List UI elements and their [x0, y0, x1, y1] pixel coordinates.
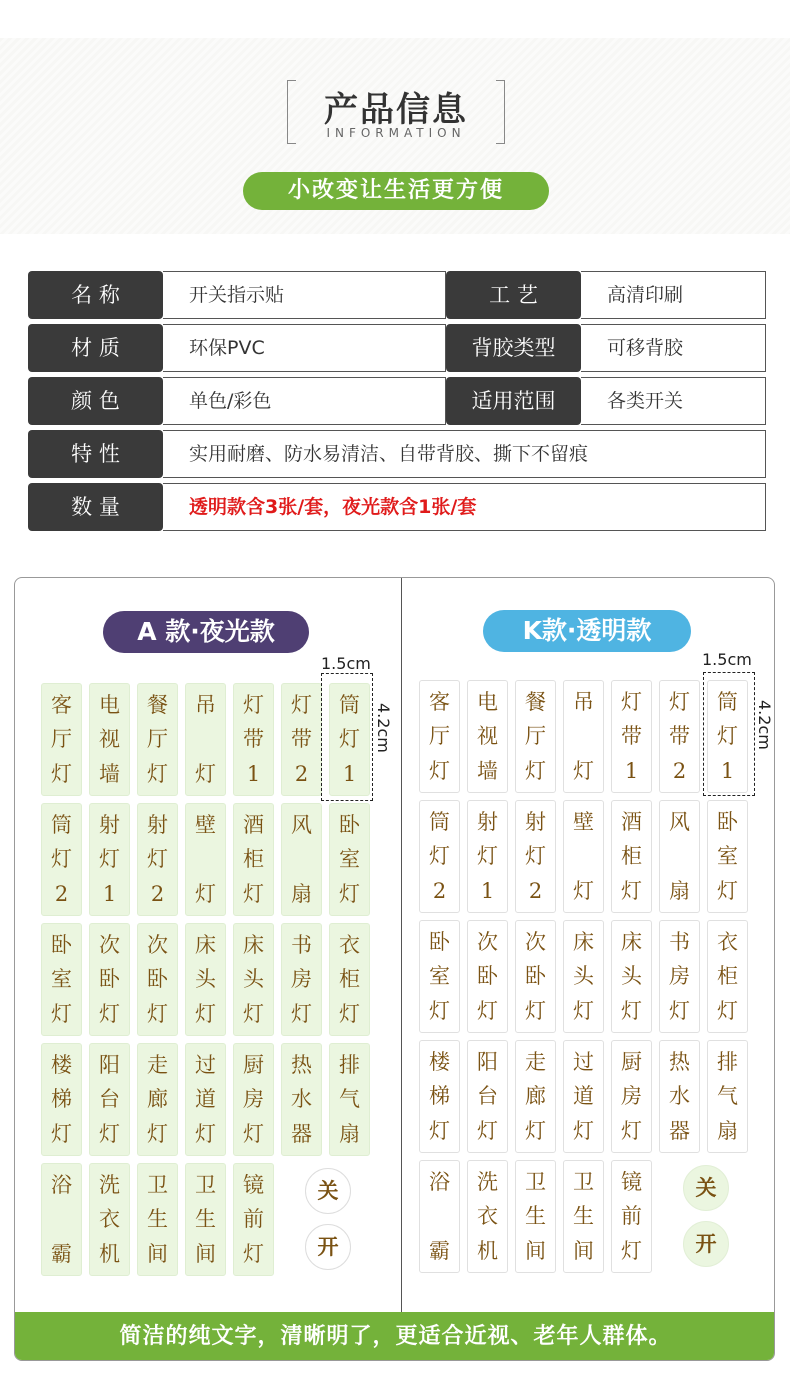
spec-label-craft: 工 艺 [446, 271, 581, 319]
spec-label-color: 颜 色 [28, 377, 163, 425]
sticker-char: 道 [195, 1087, 216, 1112]
sticker-label [281, 923, 322, 1036]
sticker-char: 书 [291, 933, 312, 958]
sticker-char: 灯 [243, 1121, 264, 1146]
sticker-char: 电 [99, 693, 120, 718]
spec-row-name [28, 271, 766, 319]
sticker-label [41, 1163, 82, 1276]
sticker-char: 灯 [429, 844, 450, 869]
sticker-char: 卧 [51, 933, 72, 958]
sticker-char: 灯 [147, 847, 168, 872]
size-outline-a [321, 673, 373, 801]
sticker-label [611, 920, 652, 1033]
sticker-char: 灯 [429, 998, 450, 1023]
sticker-char: 电 [477, 690, 498, 715]
sticker-label [89, 683, 130, 796]
sticker-label [563, 1040, 604, 1153]
sticker-char: 灯 [525, 844, 546, 869]
sticker-label [281, 683, 322, 796]
sticker-char: 间 [573, 1238, 594, 1263]
sticker-char: 床 [243, 933, 264, 958]
sticker-char: 吊 [195, 693, 216, 718]
sticker-label [233, 683, 274, 796]
sticker-char: 灯 [429, 758, 450, 783]
sticker-char: 灯 [51, 1001, 72, 1026]
sticker-char: 房 [243, 1087, 264, 1112]
sticker-char: 筒 [717, 690, 738, 715]
sticker-char: 灯 [573, 1118, 594, 1143]
sticker-char: 热 [291, 1053, 312, 1078]
sticker-char: 灯 [717, 878, 738, 903]
sticker-char: 灯 [669, 690, 690, 715]
spec-label-material: 材 质 [28, 324, 163, 372]
spec-row-material [28, 324, 766, 372]
sticker-char: 2 [150, 881, 165, 906]
sticker-char: 气 [339, 1087, 360, 1112]
sticker-char: 带 [621, 724, 642, 749]
sticker-char: 1 [480, 878, 495, 903]
sticker-char: 霸 [51, 1241, 72, 1266]
sticker-char: 灯 [243, 693, 264, 718]
sticker-char: 灯 [339, 881, 360, 906]
sticker-char: 床 [573, 930, 594, 955]
sticker-char: 头 [243, 967, 264, 992]
sticker-label [185, 683, 226, 796]
sticker-char: 酒 [621, 810, 642, 835]
sticker-label [659, 1040, 700, 1153]
sticker-char: 灯 [195, 1121, 216, 1146]
sticker-label [467, 1160, 508, 1273]
sticker-char: 卫 [525, 1170, 546, 1195]
sticker-char: 灯 [717, 998, 738, 1023]
spec-row-quantity [28, 483, 766, 531]
sticker-char: 吊 [573, 690, 594, 715]
sticker-char: 衣 [339, 933, 360, 958]
spec-value-feature: 实用耐磨、防水易清洁、自带背胶、撕下不留痕 [163, 430, 766, 478]
sticker-char: 头 [621, 964, 642, 989]
sticker-char: 卫 [573, 1170, 594, 1195]
sticker-label [659, 920, 700, 1033]
sticker-label [563, 1160, 604, 1273]
sticker-char: 1 [342, 761, 357, 786]
sticker-char: 灯 [99, 847, 120, 872]
sticker-char: 灯 [51, 1121, 72, 1146]
sticker-label [41, 683, 82, 796]
sticker-char: 灯 [573, 998, 594, 1023]
spec-row-feature [28, 430, 766, 478]
sticker-char: 卧 [525, 964, 546, 989]
sticker-label [329, 923, 370, 1036]
sticker-char: 灯 [621, 1118, 642, 1143]
sticker-char: 排 [717, 1050, 738, 1075]
sticker-char: 灯 [477, 844, 498, 869]
sticker-char: 生 [147, 1207, 168, 1232]
spec-value-color: 单色/彩色 [163, 377, 446, 425]
sticker-label [41, 1043, 82, 1156]
sticker-char: 头 [573, 964, 594, 989]
sticker-char: 次 [525, 930, 546, 955]
sticker-char: 次 [477, 930, 498, 955]
sticker-char: 卧 [429, 930, 450, 955]
spec-label-scope: 适用范围 [446, 377, 581, 425]
sticker-char: 扇 [291, 881, 312, 906]
sticker-char: 衣 [477, 1204, 498, 1229]
sticker-label [611, 1040, 652, 1153]
panel-divider [401, 578, 402, 1312]
spec-value-name: 开关指示贴 [163, 271, 446, 319]
sticker-char: 柜 [243, 847, 264, 872]
sticker-char: 客 [51, 693, 72, 718]
sticker-char: 灯 [525, 758, 546, 783]
sticker-char: 灯 [477, 998, 498, 1023]
sticker-char: 柜 [717, 964, 738, 989]
sticker-char: 2 [294, 761, 309, 786]
sticker-char: 廊 [147, 1087, 168, 1112]
sticker-char: 带 [669, 724, 690, 749]
sticker-char: 过 [195, 1053, 216, 1078]
sticker-char: 阳 [477, 1050, 498, 1075]
sticker-char: 浴 [51, 1173, 72, 1198]
sticker-label [137, 923, 178, 1036]
sticker-label [419, 680, 460, 793]
sticker-char: 室 [339, 847, 360, 872]
sticker-char: 灯 [291, 693, 312, 718]
clear-sticker-grid [419, 680, 749, 1280]
sticker-label [137, 1163, 178, 1276]
sticker-char: 室 [717, 844, 738, 869]
sticker-char: 卫 [147, 1173, 168, 1198]
sticker-label [515, 680, 556, 793]
title-box [287, 80, 505, 142]
sticker-char: 灯 [573, 758, 594, 783]
on-circle-sticker: 开 [683, 1221, 729, 1267]
sticker-char: 壁 [573, 810, 594, 835]
page-title: 产品信息 [324, 90, 468, 130]
sticker-char: 卧 [477, 964, 498, 989]
spec-value-adhesive: 可移背胶 [581, 324, 766, 372]
sticker-label [467, 800, 508, 913]
sticker-char: 水 [669, 1084, 690, 1109]
spec-value-material: 环保PVC [163, 324, 446, 372]
sticker-label [329, 803, 370, 916]
spec-label-feature: 特 性 [28, 430, 163, 478]
sticker-char: 阳 [99, 1053, 120, 1078]
sticker-label [185, 803, 226, 916]
sticker-char: 灯 [621, 690, 642, 715]
sticker-char: 廊 [525, 1084, 546, 1109]
sticker-label [185, 1043, 226, 1156]
on-circle-sticker: 开 [305, 1224, 351, 1270]
sticker-char: 灯 [99, 1121, 120, 1146]
sticker-label [89, 923, 130, 1036]
sticker-char: 射 [525, 810, 546, 835]
sticker-char: 室 [51, 967, 72, 992]
height-dimension-k: 4.2cm [755, 700, 774, 750]
sticker-char: 灯 [477, 1118, 498, 1143]
sticker-char: 器 [291, 1121, 312, 1146]
sticker-char: 镜 [243, 1173, 264, 1198]
sticker-label [233, 1043, 274, 1156]
sticker-char: 道 [573, 1084, 594, 1109]
sticker-char: 浴 [429, 1170, 450, 1195]
sticker-char: 筒 [339, 693, 360, 718]
sticker-char: 房 [291, 967, 312, 992]
sticker-label [707, 920, 748, 1033]
sticker-char: 灯 [573, 878, 594, 903]
sticker-char: 过 [573, 1050, 594, 1075]
sticker-char: 灯 [621, 878, 642, 903]
sticker-char: 厨 [243, 1053, 264, 1078]
sticker-char: 灯 [339, 727, 360, 752]
sticker-char: 2 [432, 878, 447, 903]
sticker-char: 带 [291, 727, 312, 752]
spec-value-quantity: 透明款含3张/套，夜光款含1张/套 [163, 483, 766, 531]
sticker-label [467, 920, 508, 1033]
sticker-char: 卧 [717, 810, 738, 835]
sticker-label [611, 800, 652, 913]
sticker-char: 墙 [99, 761, 120, 786]
sticker-label [185, 1163, 226, 1276]
sticker-char: 卧 [99, 967, 120, 992]
sticker-char: 霸 [429, 1238, 450, 1263]
sticker-char: 水 [291, 1087, 312, 1112]
slogan-badge: 小改变让生活更方便 [243, 172, 549, 210]
sticker-char: 台 [99, 1087, 120, 1112]
sticker-char: 灯 [291, 1001, 312, 1026]
sticker-char: 卫 [195, 1173, 216, 1198]
sticker-char: 气 [717, 1084, 738, 1109]
sticker-label [515, 1040, 556, 1153]
sticker-char: 机 [99, 1241, 120, 1266]
sticker-char: 镜 [621, 1170, 642, 1195]
sticker-label [89, 1043, 130, 1156]
sticker-char: 床 [195, 933, 216, 958]
sticker-panel [14, 577, 775, 1361]
sticker-label [233, 1163, 274, 1276]
sticker-label [137, 1043, 178, 1156]
sticker-char: 厨 [621, 1050, 642, 1075]
sticker-char: 射 [99, 813, 120, 838]
sticker-label [419, 1040, 460, 1153]
sticker-char: 灯 [195, 761, 216, 786]
width-dimension-a: 1.5cm [321, 654, 371, 673]
sticker-char: 梯 [429, 1084, 450, 1109]
panel-footer: 简洁的纯文字，清晰明了，更适合近视、老年人群体。 [15, 1312, 775, 1361]
sticker-char: 1 [246, 761, 261, 786]
sticker-char: 2 [54, 881, 69, 906]
sticker-char: 灯 [621, 1238, 642, 1263]
sticker-label [419, 1160, 460, 1273]
spec-label-name: 名 称 [28, 271, 163, 319]
sticker-label [707, 1040, 748, 1153]
sticker-label [611, 1160, 652, 1273]
sticker-char: 台 [477, 1084, 498, 1109]
sticker-label [563, 920, 604, 1033]
sticker-char: 灯 [51, 761, 72, 786]
sticker-char: 灯 [621, 998, 642, 1023]
sticker-char: 厅 [147, 727, 168, 752]
sticker-char: 前 [621, 1204, 642, 1229]
sticker-char: 灯 [243, 1241, 264, 1266]
sticker-char: 灯 [195, 881, 216, 906]
size-outline-k [703, 672, 755, 796]
sticker-char: 间 [147, 1241, 168, 1266]
sticker-char: 扇 [717, 1118, 738, 1143]
sticker-char: 灯 [51, 847, 72, 872]
sticker-char: 灯 [99, 1001, 120, 1026]
sticker-char: 厅 [429, 724, 450, 749]
sticker-label [41, 803, 82, 916]
sticker-char: 2 [528, 878, 543, 903]
off-circle-sticker: 关 [305, 1168, 351, 1214]
sticker-char: 走 [147, 1053, 168, 1078]
sticker-char: 洗 [99, 1173, 120, 1198]
off-circle-sticker: 关 [683, 1165, 729, 1211]
sticker-char: 次 [147, 933, 168, 958]
sticker-label [185, 923, 226, 1036]
sticker-char: 衣 [99, 1207, 120, 1232]
clear-version-title: K款·透明款 [483, 610, 691, 652]
sticker-label [41, 923, 82, 1036]
sticker-char: 生 [525, 1204, 546, 1229]
sticker-char: 扇 [339, 1121, 360, 1146]
spec-row-color [28, 377, 766, 425]
sticker-label [467, 680, 508, 793]
sticker-char: 射 [477, 810, 498, 835]
sticker-char: 筒 [51, 813, 72, 838]
sticker-label [419, 920, 460, 1033]
sticker-char: 热 [669, 1050, 690, 1075]
sticker-char: 餐 [525, 690, 546, 715]
sticker-label [611, 680, 652, 793]
sticker-label [563, 800, 604, 913]
sticker-char: 风 [291, 813, 312, 838]
sticker-char: 厅 [51, 727, 72, 752]
sticker-char: 床 [621, 930, 642, 955]
sticker-label [137, 803, 178, 916]
sticker-char: 壁 [195, 813, 216, 838]
sticker-label [89, 1163, 130, 1276]
sticker-char: 灯 [243, 881, 264, 906]
sticker-char: 楼 [51, 1053, 72, 1078]
sticker-char: 餐 [147, 693, 168, 718]
sticker-char: 灯 [195, 1001, 216, 1026]
sticker-char: 1 [720, 758, 735, 783]
sticker-char: 1 [624, 758, 639, 783]
sticker-label [515, 800, 556, 913]
sticker-label [233, 923, 274, 1036]
sticker-char: 梯 [51, 1087, 72, 1112]
sticker-char: 灯 [147, 761, 168, 786]
sticker-char: 筒 [429, 810, 450, 835]
sticker-char: 2 [672, 758, 687, 783]
sticker-char: 洗 [477, 1170, 498, 1195]
sticker-char: 灯 [717, 724, 738, 749]
sticker-char: 1 [102, 881, 117, 906]
sticker-char: 酒 [243, 813, 264, 838]
sticker-char: 生 [195, 1207, 216, 1232]
sticker-char: 书 [669, 930, 690, 955]
sticker-label [329, 1043, 370, 1156]
sticker-char: 间 [525, 1238, 546, 1263]
sticker-char: 室 [429, 964, 450, 989]
height-dimension-a: 4.2cm [374, 703, 393, 753]
sticker-char: 灯 [525, 998, 546, 1023]
sticker-char: 视 [477, 724, 498, 749]
sticker-label [563, 680, 604, 793]
sticker-label [233, 803, 274, 916]
sticker-char: 灯 [147, 1121, 168, 1146]
sticker-char: 间 [195, 1241, 216, 1266]
sticker-char: 灯 [525, 1118, 546, 1143]
sticker-char: 柜 [621, 844, 642, 869]
sticker-label [515, 1160, 556, 1273]
sticker-char: 灯 [339, 1001, 360, 1026]
sticker-char: 衣 [717, 930, 738, 955]
sticker-char: 头 [195, 967, 216, 992]
sticker-char: 视 [99, 727, 120, 752]
sticker-char: 房 [621, 1084, 642, 1109]
sticker-label [281, 803, 322, 916]
sticker-char: 走 [525, 1050, 546, 1075]
sticker-label [89, 803, 130, 916]
sticker-char: 房 [669, 964, 690, 989]
sticker-char: 扇 [669, 878, 690, 903]
glow-version-title: A 款·夜光款 [103, 611, 309, 653]
sticker-label [659, 800, 700, 913]
sticker-label [281, 1043, 322, 1156]
sticker-char: 柜 [339, 967, 360, 992]
sticker-char: 灯 [147, 1001, 168, 1026]
sticker-char: 墙 [477, 758, 498, 783]
sticker-label [137, 683, 178, 796]
sticker-char: 厅 [525, 724, 546, 749]
sticker-char: 器 [669, 1118, 690, 1143]
sticker-char: 卧 [339, 813, 360, 838]
spec-label-adhesive: 背胶类型 [446, 324, 581, 372]
sticker-char: 灯 [429, 1118, 450, 1143]
sticker-label [707, 800, 748, 913]
sticker-char: 射 [147, 813, 168, 838]
spec-value-craft: 高清印刷 [581, 271, 766, 319]
sticker-label [659, 680, 700, 793]
width-dimension-k: 1.5cm [702, 650, 752, 669]
sticker-char: 灯 [669, 998, 690, 1023]
sticker-char: 生 [573, 1204, 594, 1229]
sticker-char: 排 [339, 1053, 360, 1078]
spec-value-scope: 各类开关 [581, 377, 766, 425]
sticker-char: 前 [243, 1207, 264, 1232]
sticker-char: 楼 [429, 1050, 450, 1075]
sticker-char: 机 [477, 1238, 498, 1263]
sticker-label [515, 920, 556, 1033]
sticker-char: 卧 [147, 967, 168, 992]
page-subtitle: INFORMATION [326, 126, 466, 140]
sticker-label [467, 1040, 508, 1153]
sticker-label [419, 800, 460, 913]
spec-label-quantity: 数 量 [28, 483, 163, 531]
sticker-char: 风 [669, 810, 690, 835]
sticker-char: 灯 [243, 1001, 264, 1026]
sticker-char: 客 [429, 690, 450, 715]
sticker-char: 次 [99, 933, 120, 958]
sticker-char: 带 [243, 727, 264, 752]
